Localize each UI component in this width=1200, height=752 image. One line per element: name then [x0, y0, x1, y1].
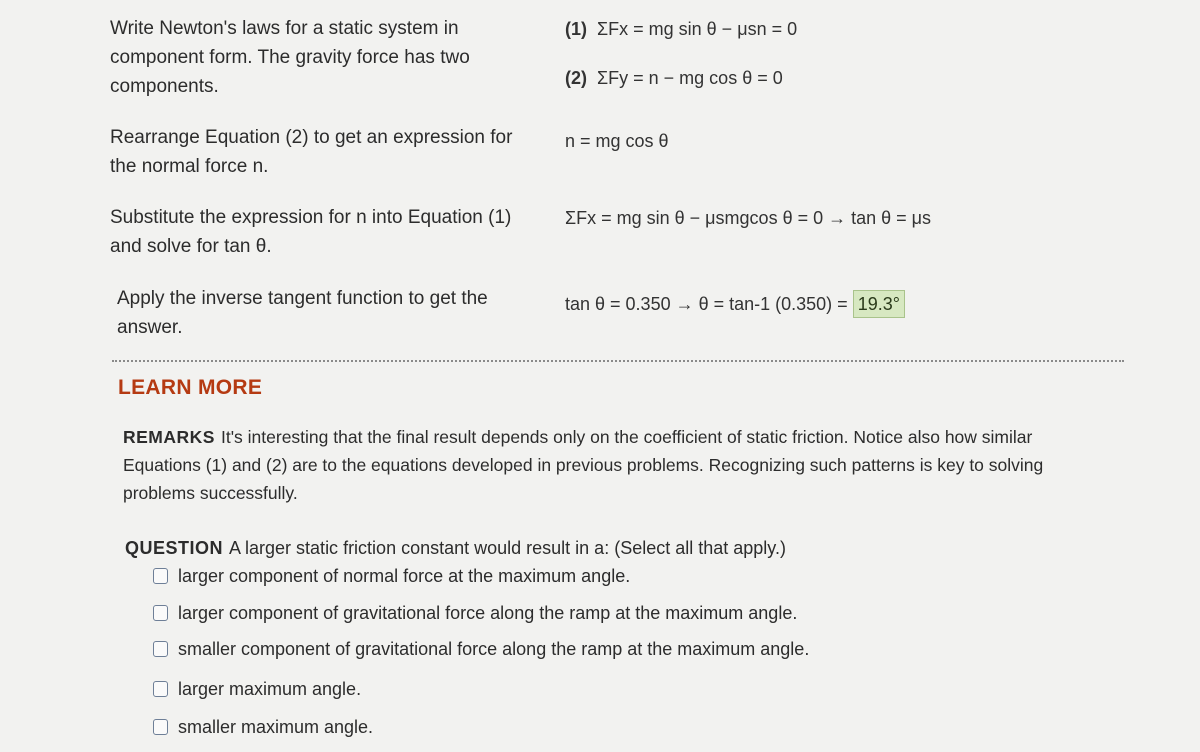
step-4-equation: [565, 290, 905, 318]
learn-more-heading: LEARN MORE: [118, 376, 263, 399]
step-1-equation-2: [565, 65, 783, 91]
question-label: QUESTION: [125, 538, 224, 558]
section-divider: [112, 360, 1124, 362]
option-label: larger maximum angle.: [178, 679, 362, 699]
equation-body: ΣFy = n − mg cos θ = 0: [597, 68, 783, 88]
checkbox[interactable]: [153, 568, 168, 584]
step-3-instruction: Substitute the expression for n into Equation (1) and solve for tan θ.: [110, 207, 512, 257]
option-1[interactable]: [153, 563, 630, 589]
remarks-paragraph: [123, 423, 1113, 507]
checkbox[interactable]: [153, 719, 168, 735]
question-prompt: [125, 534, 1125, 562]
answer-box: 19.3°: [853, 290, 905, 318]
option-label: larger component of normal force at the maximum angle.: [178, 566, 631, 586]
checkbox[interactable]: [153, 605, 168, 621]
step-2-instruction: Rearrange Equation (2) to get an expression for the normal force n.: [110, 127, 513, 177]
remarks-text: It's interesting that the final result depends only on the coefficient of static friction. Notice also how similar Equations (1) and (2) are to the equations developed in previous problems. Recognizing such patterns is key to solving problems successfully.: [123, 427, 1044, 503]
question-text: A larger static friction constant would result in a: (Select all that apply.): [229, 538, 786, 558]
option-label: smaller maximum angle.: [178, 717, 374, 737]
equation-body: ΣFx = mg sin θ − μsn = 0: [597, 19, 798, 39]
equation-number: (2): [565, 68, 587, 88]
option-2[interactable]: [153, 600, 797, 626]
step-2-equation: n = mg cos θ: [565, 131, 669, 151]
option-5[interactable]: [153, 714, 373, 740]
option-label: larger component of gravitational force along the ramp at the maximum angle.: [178, 603, 798, 623]
remarks-label: REMARKS: [123, 427, 215, 447]
option-3[interactable]: [153, 636, 809, 662]
equation-body: tan θ = 0.350 → θ = tan-1 (0.350) =: [565, 294, 853, 314]
checkbox[interactable]: [153, 641, 168, 657]
step-1-equation-1: [565, 16, 797, 42]
step-4-instruction: Apply the inverse tangent function to get the answer.: [117, 288, 488, 338]
option-label: smaller component of gravitational force along the ramp at the maximum angle.: [178, 639, 810, 659]
equation-number: (1): [565, 19, 587, 39]
option-4[interactable]: [153, 676, 361, 702]
checkbox[interactable]: [153, 681, 168, 697]
step-3-equation: ΣFx = mg sin θ − μsmgcos θ = 0 → tan θ = μs: [565, 208, 932, 228]
step-1-instruction: Write Newton's laws for a static system in component form. The gravity force has two components.: [110, 18, 470, 97]
